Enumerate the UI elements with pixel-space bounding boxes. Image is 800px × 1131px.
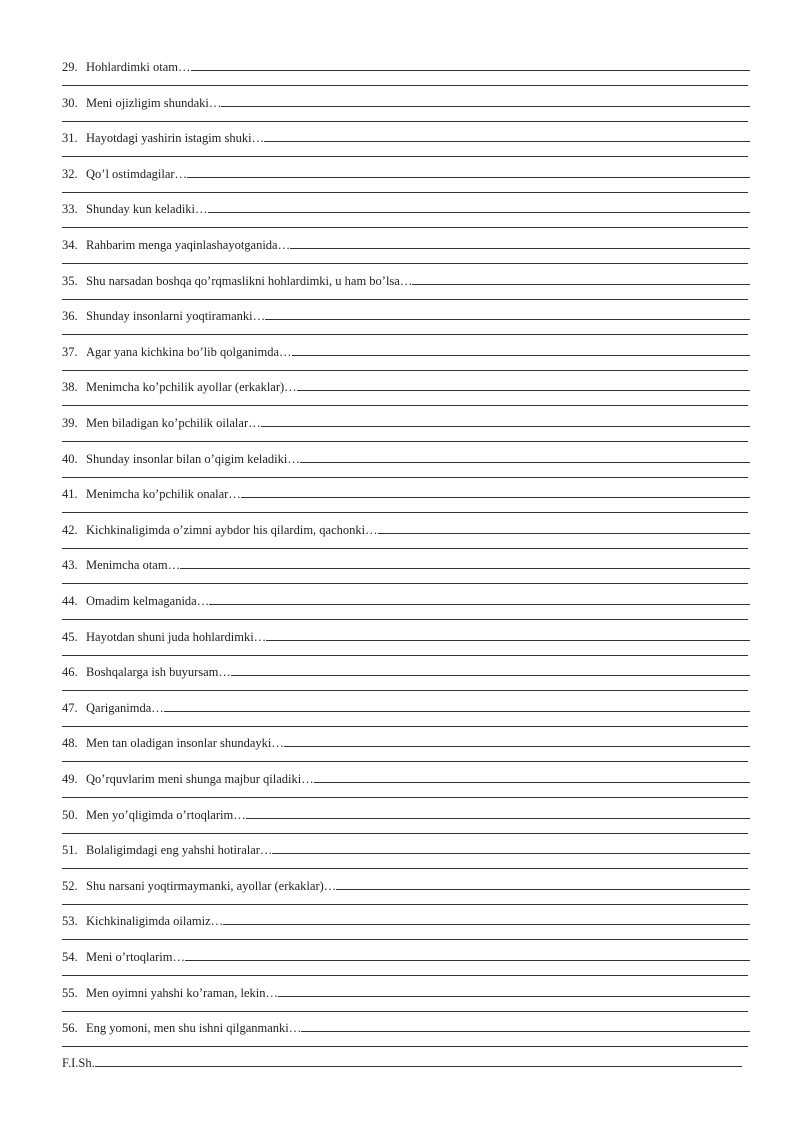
- question-line: [62, 413, 750, 431]
- answer-field[interactable]: [300, 448, 750, 463]
- question-line: [62, 342, 750, 360]
- question-prompt: Men tan oladigan insonlar shundayki…: [86, 736, 284, 751]
- question-number: 38.: [62, 380, 78, 395]
- answer-field[interactable]: [187, 163, 750, 178]
- question-prompt: Kichkinaligimda oilamiz…: [86, 914, 224, 929]
- question-prompt: Agar yana kichkina bo’lib qolganimda…: [86, 344, 292, 359]
- answer-field[interactable]: [266, 626, 750, 641]
- question-number: 32.: [62, 166, 78, 181]
- question-item: [62, 733, 750, 769]
- question-line: [62, 57, 750, 75]
- question-prompt: Rahbarim menga yaqinlashayotganida…: [86, 238, 291, 252]
- question-item: [62, 199, 750, 235]
- question-prompt: Qariganimda…: [86, 700, 164, 715]
- question-line: [62, 235, 750, 253]
- question-item: [62, 1018, 750, 1054]
- question-number: 46.: [62, 665, 78, 680]
- question-number: 54.: [62, 950, 78, 964]
- question-prompt: Menimcha ko’pchilik onalar…: [86, 487, 241, 502]
- question-item: [62, 805, 750, 841]
- question-prompt: Qo’rquvlarim meni shunga majbur qiladiki…: [86, 772, 314, 786]
- signature-label: F.I.Sh.: [62, 1056, 95, 1070]
- question-item: [62, 983, 750, 1019]
- question-line: [62, 911, 750, 929]
- question-item: [62, 57, 750, 93]
- answer-field[interactable]: [301, 1017, 750, 1032]
- question-number: 36.: [62, 309, 78, 324]
- answer-continuation-line[interactable]: [62, 583, 748, 584]
- question-item: [62, 876, 750, 912]
- question-prompt: Hayotdan shuni juda hohlardimki…: [86, 629, 267, 644]
- question-number: 30.: [62, 95, 78, 110]
- answer-field[interactable]: [231, 661, 750, 676]
- question-number: 40.: [62, 451, 78, 466]
- question-item: [62, 449, 750, 485]
- question-prompt: Shunday kun keladiki…: [86, 202, 208, 217]
- question-line: [62, 520, 750, 538]
- answer-continuation-line[interactable]: [62, 904, 748, 905]
- question-prompt: Menimcha otam…: [86, 558, 181, 573]
- question-number: 51.: [62, 843, 78, 858]
- answer-field[interactable]: [278, 982, 750, 997]
- answer-continuation-line[interactable]: [62, 975, 748, 976]
- question-item: [62, 342, 750, 378]
- answer-continuation-line[interactable]: [62, 192, 748, 193]
- answer-field[interactable]: [208, 198, 750, 213]
- question-item: [62, 662, 750, 698]
- question-line: [62, 306, 750, 324]
- question-item: [62, 591, 750, 627]
- answer-continuation-line[interactable]: [62, 85, 748, 86]
- answer-field[interactable]: [261, 412, 750, 427]
- answer-field[interactable]: [272, 839, 750, 854]
- question-item: [62, 271, 750, 307]
- question-prompt: Men biladigan ko’pchilik oilalar…: [86, 416, 261, 430]
- question-line: [62, 876, 750, 894]
- question-prompt: Bolaligimdagi eng yahshi hotiralar…: [86, 843, 273, 858]
- question-line: [62, 591, 750, 609]
- answer-continuation-line[interactable]: [62, 441, 748, 442]
- signature-row: [62, 1053, 742, 1071]
- question-number: 41.: [62, 487, 78, 502]
- question-number: 55.: [62, 985, 78, 1000]
- question-line: [62, 769, 750, 787]
- question-number: 42.: [62, 522, 78, 537]
- answer-continuation-line[interactable]: [62, 370, 748, 371]
- question-item: [62, 555, 750, 591]
- question-item: [62, 413, 750, 449]
- question-number: 39.: [62, 416, 78, 430]
- answer-field[interactable]: [191, 56, 751, 71]
- answer-field[interactable]: [164, 697, 750, 712]
- answer-continuation-line[interactable]: [62, 797, 748, 798]
- question-item: [62, 484, 750, 520]
- answer-field[interactable]: [336, 875, 750, 890]
- question-prompt: Boshqalarga ish buyursam…: [86, 665, 231, 680]
- answer-continuation-line[interactable]: [62, 655, 748, 656]
- question-prompt: Shunday insonlarni yoqtiramanki…: [86, 309, 266, 324]
- question-prompt: Men oyimni yahshi ko’raman, lekin…: [86, 985, 278, 1000]
- answer-continuation-line[interactable]: [62, 726, 748, 727]
- answer-continuation-line[interactable]: [62, 761, 748, 762]
- question-item: [62, 840, 750, 876]
- answer-continuation-line[interactable]: [62, 690, 748, 691]
- question-number: 31.: [62, 131, 78, 146]
- question-prompt: Menimcha ko’pchilik ayollar (erkaklar)…: [86, 380, 297, 395]
- answer-field[interactable]: [412, 270, 750, 285]
- question-line: [62, 662, 750, 680]
- question-number: 52.: [62, 878, 78, 893]
- question-line: [62, 199, 750, 217]
- question-line: [62, 947, 750, 965]
- signature-field[interactable]: [95, 1052, 742, 1067]
- question-prompt: Hohlardimki otam…: [86, 60, 191, 74]
- question-prompt: Meni o’rtoqlarim…: [86, 950, 185, 964]
- question-item: [62, 627, 750, 663]
- answer-continuation-line[interactable]: [62, 868, 748, 869]
- question-line: [62, 627, 750, 645]
- answer-continuation-line[interactable]: [62, 121, 748, 122]
- question-number: 29.: [62, 60, 78, 74]
- question-line: [62, 840, 750, 858]
- question-number: 49.: [62, 772, 78, 786]
- answer-field[interactable]: [265, 305, 750, 320]
- answer-field[interactable]: [180, 554, 750, 569]
- question-item: [62, 377, 750, 413]
- question-prompt: Shu narsani yoqtirmaymanki, ayollar (erkaklar)…: [86, 878, 337, 893]
- answer-field[interactable]: [284, 732, 750, 747]
- question-line: [62, 555, 750, 573]
- question-item: [62, 947, 750, 983]
- question-prompt: Kichkinaligimda o’zimni aybdor his qilardim, qachonki…: [86, 522, 378, 537]
- question-prompt: Qo’l ostimdagilar…: [86, 166, 188, 181]
- answer-continuation-line[interactable]: [62, 227, 748, 228]
- answer-continuation-line[interactable]: [62, 512, 748, 513]
- question-number: 53.: [62, 914, 78, 929]
- question-line: [62, 271, 750, 289]
- question-number: 50.: [62, 807, 78, 822]
- question-line: [62, 1018, 750, 1036]
- question-prompt: Meni ojizligim shundaki…: [86, 95, 222, 110]
- question-number: 43.: [62, 558, 78, 573]
- question-line: [62, 164, 750, 182]
- answer-field[interactable]: [264, 127, 750, 142]
- question-line: [62, 484, 750, 502]
- question-line: [62, 983, 750, 1001]
- question-item: [62, 769, 750, 805]
- question-item: [62, 306, 750, 342]
- answer-field[interactable]: [378, 519, 750, 534]
- question-prompt: Hayotdagi yashirin istagim shuki…: [86, 131, 265, 146]
- answer-continuation-line[interactable]: [62, 156, 748, 157]
- question-prompt: Men yo’qligimda o’rtoqlarim…: [86, 807, 246, 822]
- answer-continuation-line[interactable]: [62, 1011, 748, 1012]
- question-item: [62, 164, 750, 200]
- question-number: 44.: [62, 594, 78, 608]
- answer-field[interactable]: [241, 483, 750, 498]
- answer-field[interactable]: [314, 768, 750, 783]
- question-number: 56.: [62, 1021, 78, 1036]
- question-number: 35.: [62, 273, 78, 288]
- question-prompt: Eng yomoni, men shu ishni qilganmanki…: [86, 1021, 302, 1036]
- question-line: [62, 805, 750, 823]
- question-number: 34.: [62, 238, 78, 252]
- answer-field[interactable]: [221, 92, 750, 107]
- question-item: [62, 911, 750, 947]
- question-item: [62, 235, 750, 271]
- question-number: 48.: [62, 736, 78, 751]
- answer-field[interactable]: [246, 804, 750, 819]
- question-prompt: Shu narsadan boshqa qo’rqmaslikni hohlardimki, u ham bo’lsa…: [86, 273, 413, 288]
- question-number: 45.: [62, 629, 78, 644]
- answer-continuation-line[interactable]: [62, 619, 748, 620]
- answer-continuation-line[interactable]: [62, 299, 748, 300]
- answer-continuation-line[interactable]: [62, 334, 748, 335]
- answer-continuation-line[interactable]: [62, 405, 748, 406]
- answer-field[interactable]: [185, 946, 750, 961]
- answer-field[interactable]: [290, 234, 750, 249]
- question-number: 33.: [62, 202, 78, 217]
- question-number: 37.: [62, 344, 78, 359]
- question-item: [62, 93, 750, 129]
- answer-continuation-line[interactable]: [62, 477, 748, 478]
- answer-field[interactable]: [297, 376, 750, 391]
- question-line: [62, 449, 750, 467]
- question-prompt: Shunday insonlar bilan o’qigim keladiki…: [86, 451, 300, 466]
- question-item: [62, 520, 750, 556]
- question-line: [62, 377, 750, 395]
- question-prompt: Omadim kelmaganida…: [86, 594, 210, 608]
- answer-continuation-line[interactable]: [62, 1046, 748, 1047]
- answer-continuation-line[interactable]: [62, 548, 748, 549]
- question-item: [62, 128, 750, 164]
- answer-continuation-line[interactable]: [62, 263, 748, 264]
- answer-field[interactable]: [292, 341, 751, 356]
- question-number: 47.: [62, 700, 78, 715]
- answer-field[interactable]: [223, 910, 750, 925]
- answer-field[interactable]: [209, 590, 750, 605]
- question-line: [62, 128, 750, 146]
- question-item: [62, 698, 750, 734]
- question-line: [62, 733, 750, 751]
- question-line: [62, 93, 750, 111]
- answer-continuation-line[interactable]: [62, 939, 748, 940]
- question-line: [62, 698, 750, 716]
- answer-continuation-line[interactable]: [62, 833, 748, 834]
